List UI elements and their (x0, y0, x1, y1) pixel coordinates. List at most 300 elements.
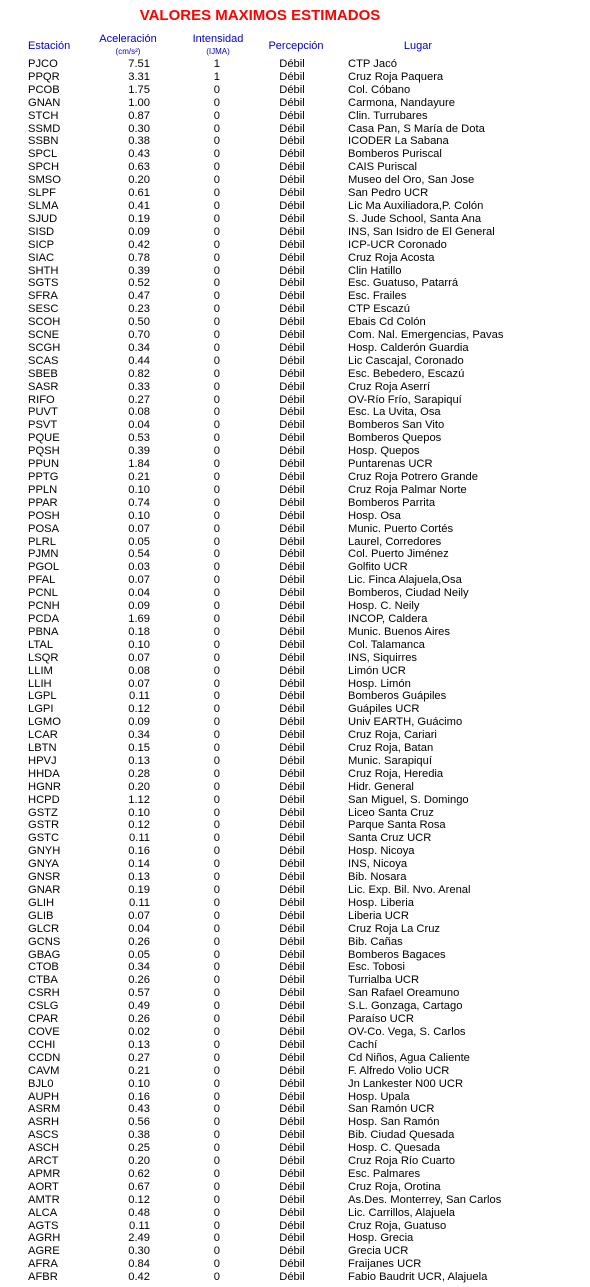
table-row (0, 600, 590, 613)
perception-value: Débil (279, 238, 305, 251)
location-name: Casa Pan, S María de Dota (348, 122, 485, 135)
station-code: AGTS (28, 1219, 59, 1232)
table-row (0, 961, 590, 974)
acceleration-value: 0.13 (128, 754, 150, 767)
intensity-value: 0 (213, 1219, 220, 1232)
acceleration-value: 0.26 (128, 935, 150, 948)
header-aceleracion-unit: (cm/s²) (115, 47, 141, 56)
acceleration-value: 0.09 (128, 600, 150, 613)
intensity-value: 0 (213, 1245, 220, 1258)
table-row (0, 1245, 590, 1258)
intensity-value: 0 (213, 445, 220, 458)
table-row (0, 1065, 590, 1078)
perception-value: Débil (279, 329, 305, 342)
table-row (0, 1000, 590, 1013)
intensity-value: 0 (213, 122, 220, 135)
stations-table (0, 58, 590, 1284)
table-row (0, 536, 590, 549)
perception-value: Débil (279, 83, 305, 96)
header-estacion-label: Estación (28, 40, 71, 52)
location-name: San Ramón UCR (348, 1103, 435, 1116)
acceleration-value: 0.21 (128, 1064, 150, 1077)
table-row (0, 690, 590, 703)
location-name: Bomberos Quepos (348, 432, 442, 445)
header-aceleracion (88, 33, 168, 58)
perception-value: Débil (279, 574, 305, 587)
perception-value: Débil (279, 367, 305, 380)
perception-value: Débil (279, 122, 305, 135)
location-name: OV-Río Frío, Sarapiquí (348, 393, 462, 406)
location-name: Lic. Carrillos, Alajuela (348, 1206, 455, 1219)
perception-value: Débil (279, 471, 305, 483)
perception-value: Débil (279, 1180, 305, 1193)
acceleration-value: 0.07 (128, 909, 150, 922)
perception-value: Débil (279, 1219, 305, 1232)
intensity-value: 0 (213, 277, 220, 290)
perception-value: Débil (279, 58, 305, 70)
station-code: GBAG (28, 948, 61, 961)
station-code: GLCR (28, 922, 60, 935)
intensity-value: 0 (213, 393, 220, 406)
acceleration-value: 1.12 (128, 793, 150, 806)
acceleration-value: 3.31 (128, 70, 150, 83)
intensity-value: 0 (213, 742, 220, 755)
intensity-value: 0 (213, 1232, 220, 1245)
station-code: HCPD (28, 793, 60, 806)
acceleration-value: 0.26 (128, 974, 150, 987)
location-name: Bomberos Puriscal (348, 148, 442, 161)
station-code: LLIM (28, 664, 53, 677)
intensity-value: 0 (213, 1000, 220, 1013)
intensity-value: 0 (213, 1051, 220, 1064)
table-row (0, 1078, 590, 1091)
table-row (0, 871, 590, 884)
station-code: POSA (28, 522, 60, 535)
station-code: ALCA (28, 1206, 58, 1219)
intensity-value: 0 (213, 1271, 220, 1284)
acceleration-value: 0.19 (128, 884, 150, 896)
intensity-value: 0 (213, 212, 220, 225)
table-row (0, 484, 590, 497)
table-row (0, 523, 590, 536)
station-code: SIAC (28, 251, 55, 264)
station-code: POSH (28, 509, 60, 522)
perception-value: Débil (279, 767, 305, 780)
intensity-value: 0 (213, 367, 220, 380)
acceleration-value: 0.10 (128, 806, 150, 819)
header-percepcion (258, 40, 334, 52)
perception-value: Débil (279, 135, 305, 148)
station-code: CAVM (28, 1064, 60, 1077)
location-name: Bib. Nosara (348, 871, 407, 884)
location-name: Col. Puerto Jiménez (348, 548, 449, 561)
perception-value: Débil (279, 225, 305, 238)
intensity-value: 0 (213, 625, 220, 638)
intensity-value: 0 (213, 703, 220, 716)
intensity-value: 0 (213, 496, 220, 509)
table-row (0, 355, 590, 368)
intensity-value: 0 (213, 935, 220, 948)
acceleration-value: 0.44 (128, 354, 150, 367)
acceleration-value: 1.69 (128, 612, 150, 625)
perception-value: Débil (279, 896, 305, 909)
acceleration-value: 0.39 (128, 445, 150, 458)
acceleration-value: 0.78 (128, 251, 150, 264)
table-row (0, 277, 590, 290)
table-row (0, 561, 590, 574)
table-row (0, 1039, 590, 1052)
header-percepcion-label: Percepción (268, 40, 324, 52)
table-row (0, 303, 590, 316)
perception-value: Débil (279, 432, 305, 445)
station-code: SJUD (28, 212, 58, 225)
station-code: PCNL (28, 587, 58, 600)
location-name: Hosp. Calderón Guardia (348, 341, 469, 354)
location-name: Esc. Bebedero, Escazú (348, 367, 465, 380)
location-name: Liberia UCR (348, 909, 409, 922)
acceleration-value: 0.09 (128, 716, 150, 729)
location-name: Bomberos Guápiles (348, 690, 447, 703)
acceleration-value: 0.14 (128, 858, 150, 871)
station-code: GSTR (28, 819, 60, 832)
intensity-value: 0 (213, 238, 220, 251)
table-row (0, 1220, 590, 1233)
station-code: GNSR (28, 871, 61, 884)
intensity-value: 0 (213, 909, 220, 922)
acceleration-value: 0.34 (128, 341, 150, 354)
location-name: Hosp. San Ramón (348, 1116, 440, 1129)
perception-value: Débil (279, 458, 305, 471)
perception-value: Débil (279, 212, 305, 225)
perception-value: Débil (279, 754, 305, 767)
station-code: ASCS (28, 1129, 59, 1142)
acceleration-value: 0.84 (128, 1258, 150, 1271)
station-code: HHDA (28, 767, 60, 780)
acceleration-value: 0.74 (128, 496, 150, 509)
location-name: S.L. Gonzaga, Cartago (348, 1000, 463, 1013)
table-row (0, 510, 590, 523)
station-code: PPUN (28, 458, 60, 471)
station-code: SCGH (28, 341, 61, 354)
intensity-value: 0 (213, 419, 220, 432)
station-code: SLMA (28, 199, 59, 212)
table-row (0, 729, 590, 742)
intensity-value: 0 (213, 587, 220, 600)
station-code: LTAL (28, 638, 54, 651)
perception-value: Débil (279, 148, 305, 161)
intensity-value: 0 (213, 1013, 220, 1026)
location-name: Cruz Roja, Batan (348, 742, 434, 755)
perception-value: Débil (279, 1013, 305, 1026)
station-code: HGNR (28, 780, 61, 793)
intensity-value: 0 (213, 354, 220, 367)
table-row (0, 678, 590, 691)
perception-value: Débil (279, 561, 305, 574)
table-row (0, 1207, 590, 1220)
table-row (0, 265, 590, 278)
intensity-value: 0 (213, 522, 220, 535)
table-row (0, 613, 590, 626)
station-code: APMR (28, 1167, 61, 1180)
acceleration-value: 1.00 (128, 96, 150, 109)
acceleration-value: 0.12 (128, 703, 150, 716)
location-name: Grecia UCR (348, 1245, 409, 1258)
station-code: GSTC (28, 832, 60, 845)
perception-value: Débil (279, 1206, 305, 1219)
acceleration-value: 0.70 (128, 329, 150, 342)
station-code: PUVT (28, 406, 58, 419)
acceleration-value: 0.04 (128, 587, 150, 600)
acceleration-value: 0.43 (128, 1103, 150, 1116)
intensity-value: 0 (213, 987, 220, 1000)
perception-value: Débil (279, 909, 305, 922)
table-row (0, 97, 590, 110)
perception-value: Débil (279, 625, 305, 638)
acceleration-value: 0.63 (128, 161, 150, 174)
table-row (0, 1271, 590, 1284)
station-code: CCHI (28, 1038, 56, 1051)
table-row (0, 548, 590, 561)
perception-value: Débil (279, 161, 305, 174)
acceleration-value: 0.54 (128, 548, 150, 561)
perception-value: Débil (279, 393, 305, 406)
acceleration-value: 0.20 (128, 174, 150, 187)
location-name: Bib. Cañas (348, 935, 403, 948)
location-name: Hosp. Grecia (348, 1232, 414, 1245)
intensity-value: 0 (213, 251, 220, 264)
perception-value: Débil (279, 1258, 305, 1271)
perception-value: Débil (279, 354, 305, 367)
location-name: Hosp. C. Quesada (348, 1142, 441, 1155)
table-row (0, 1181, 590, 1194)
location-name: As.Des. Monterrey, San Carlos (348, 1193, 502, 1206)
intensity-value: 0 (213, 406, 220, 419)
table-row (0, 368, 590, 381)
location-name: Liceo Santa Cruz (348, 806, 434, 819)
station-code: LGPL (28, 690, 57, 703)
table-row (0, 226, 590, 239)
perception-value: Débil (279, 316, 305, 329)
perception-value: Débil (279, 509, 305, 522)
acceleration-value: 0.28 (128, 767, 150, 780)
station-code: CTOB (28, 961, 59, 974)
location-name: Lic Cascajal, Coronado (348, 354, 464, 367)
acceleration-value: 0.20 (128, 1155, 150, 1168)
table-row (0, 587, 590, 600)
intensity-value: 0 (213, 1064, 220, 1077)
table-row (0, 974, 590, 987)
intensity-value: 0 (213, 1206, 220, 1219)
intensity-value: 0 (213, 83, 220, 96)
location-name: OV-Co. Vega, S. Carlos (348, 1025, 466, 1038)
location-name: Hidr. General (348, 780, 414, 793)
perception-value: Débil (279, 419, 305, 432)
station-code: AGRE (28, 1245, 60, 1258)
location-name: San Pedro UCR (348, 187, 429, 200)
station-code: PQUE (28, 432, 60, 445)
location-name: Esc. Palmares (348, 1167, 421, 1180)
table-row (0, 923, 590, 936)
perception-value: Débil (279, 1129, 305, 1142)
acceleration-value: 0.23 (128, 303, 150, 316)
intensity-value: 0 (213, 858, 220, 871)
location-name: Ebais Cd Colón (348, 316, 426, 329)
acceleration-value: 0.25 (128, 1142, 150, 1155)
acceleration-value: 0.10 (128, 638, 150, 651)
location-name: Jn Lankester N00 UCR (348, 1077, 464, 1090)
acceleration-value: 0.16 (128, 845, 150, 858)
intensity-value: 0 (213, 819, 220, 832)
location-name: Santa Cruz UCR (348, 832, 432, 845)
table-row (0, 897, 590, 910)
location-name: San Miguel, S. Domingo (348, 793, 469, 806)
acceleration-value: 0.04 (128, 922, 150, 935)
table-row (0, 406, 590, 419)
location-name: Munic. Buenos Aires (348, 625, 450, 638)
perception-value: Débil (279, 1245, 305, 1258)
station-code: PBNA (28, 625, 59, 638)
table-row (0, 716, 590, 729)
intensity-value: 0 (213, 716, 220, 729)
acceleration-value: 0.12 (128, 1193, 150, 1206)
table-row (0, 949, 590, 962)
intensity-value: 0 (213, 109, 220, 122)
acceleration-value: 0.50 (128, 316, 150, 329)
perception-value: Débil (279, 522, 305, 535)
perception-value: Débil (279, 1142, 305, 1155)
location-name: Esc. Frailes (348, 290, 407, 303)
location-name: F. Alfredo Volio UCR (348, 1064, 450, 1077)
location-name: Cruz Roja, Cariari (348, 729, 437, 742)
acceleration-value: 0.62 (128, 1167, 150, 1180)
perception-value: Débil (279, 858, 305, 871)
acceleration-value: 0.13 (128, 1038, 150, 1051)
intensity-value: 0 (213, 174, 220, 187)
acceleration-value: 0.15 (128, 742, 150, 755)
station-code: STCH (28, 109, 59, 122)
header-intensidad-unit: (IJMA) (206, 47, 230, 56)
header-intensidad-label: Intensidad (192, 33, 244, 45)
perception-value: Débil (279, 600, 305, 613)
table-row (0, 781, 590, 794)
acceleration-value: 0.39 (128, 264, 150, 277)
location-name: Esc. Tobosi (348, 961, 406, 974)
location-name: San Rafael Oreamuno (348, 987, 460, 1000)
location-name: INS, San Isidro de El General (348, 225, 495, 238)
table-row (0, 110, 590, 123)
table-row (0, 832, 590, 845)
intensity-value: 0 (213, 612, 220, 625)
perception-value: Débil (279, 341, 305, 354)
location-name: Fabio Baudrit UCR, Alajuela (348, 1271, 488, 1284)
station-code: PQSH (28, 445, 60, 458)
location-name: Munic. Puerto Cortés (348, 522, 454, 535)
intensity-value: 0 (213, 974, 220, 987)
table-row (0, 703, 590, 716)
table-row (0, 1091, 590, 1104)
table-row (0, 84, 590, 97)
table-row (0, 819, 590, 832)
table-row (0, 1232, 590, 1245)
acceleration-value: 0.34 (128, 729, 150, 742)
station-code: AGRH (28, 1232, 61, 1245)
intensity-value: 0 (213, 948, 220, 961)
station-code: PPLN (28, 483, 58, 496)
intensity-value: 0 (213, 380, 220, 393)
perception-value: Débil (279, 1155, 305, 1168)
location-name: Turrialba UCR (348, 974, 420, 987)
table-row (0, 58, 590, 71)
acceleration-value: 0.10 (128, 483, 150, 496)
station-code: ASCH (28, 1142, 60, 1155)
location-name: INS, Siquirres (348, 651, 418, 664)
acceleration-value: 0.42 (128, 1271, 150, 1284)
acceleration-value: 0.07 (128, 651, 150, 664)
perception-value: Débil (279, 1038, 305, 1051)
acceleration-value: 0.19 (128, 212, 150, 225)
perception-value: Débil (279, 974, 305, 987)
perception-value: Débil (279, 1025, 305, 1038)
station-code: LBTN (28, 742, 57, 755)
perception-value: Débil (279, 587, 305, 600)
acceleration-value: 0.48 (128, 1206, 150, 1219)
acceleration-value: 0.10 (128, 1077, 150, 1090)
station-code: GCNS (28, 935, 61, 948)
acceleration-value: 0.27 (128, 393, 150, 406)
acceleration-value: 0.38 (128, 1129, 150, 1142)
acceleration-value: 0.08 (128, 406, 150, 419)
table-row (0, 1026, 590, 1039)
station-code: SISD (28, 225, 55, 238)
location-name: Guápiles UCR (348, 703, 420, 716)
intensity-value: 0 (213, 1258, 220, 1271)
perception-value: Débil (279, 264, 305, 277)
station-code: SPCL (28, 148, 58, 161)
table-row (0, 187, 590, 200)
location-name: Laurel, Corredores (348, 535, 442, 548)
station-code: SHTH (28, 264, 59, 277)
location-name: ICODER La Sabana (348, 135, 449, 148)
table-row (0, 290, 590, 303)
location-name: Bomberos San Vito (348, 419, 445, 432)
location-name: Lic. Finca Alajuela,Osa (348, 574, 462, 587)
intensity-value: 0 (213, 535, 220, 548)
perception-value: Débil (279, 638, 305, 651)
location-name: Hosp. Liberia (348, 896, 414, 909)
acceleration-value: 0.07 (128, 574, 150, 587)
perception-value: Débil (279, 109, 305, 122)
location-name: Univ EARTH, Guácimo (348, 716, 463, 729)
location-name: Com. Nal. Emergencias, Pavas (348, 329, 504, 342)
station-code: SICP (28, 238, 55, 251)
table-row (0, 1168, 590, 1181)
perception-value: Débil (279, 535, 305, 548)
location-name: Limón UCR (348, 664, 406, 677)
perception-value: Débil (279, 496, 305, 509)
intensity-value: 0 (213, 1142, 220, 1155)
table-row (0, 768, 590, 781)
location-name: Clin. Turrubares (348, 109, 428, 122)
station-code: PGOL (28, 561, 60, 574)
perception-value: Débil (279, 845, 305, 858)
intensity-value: 0 (213, 754, 220, 767)
station-code: GLIH (28, 896, 55, 909)
intensity-value: 0 (213, 341, 220, 354)
perception-value: Débil (279, 277, 305, 290)
acceleration-value: 0.10 (128, 509, 150, 522)
station-code: PJCO (28, 58, 58, 70)
perception-value: Débil (279, 961, 305, 974)
